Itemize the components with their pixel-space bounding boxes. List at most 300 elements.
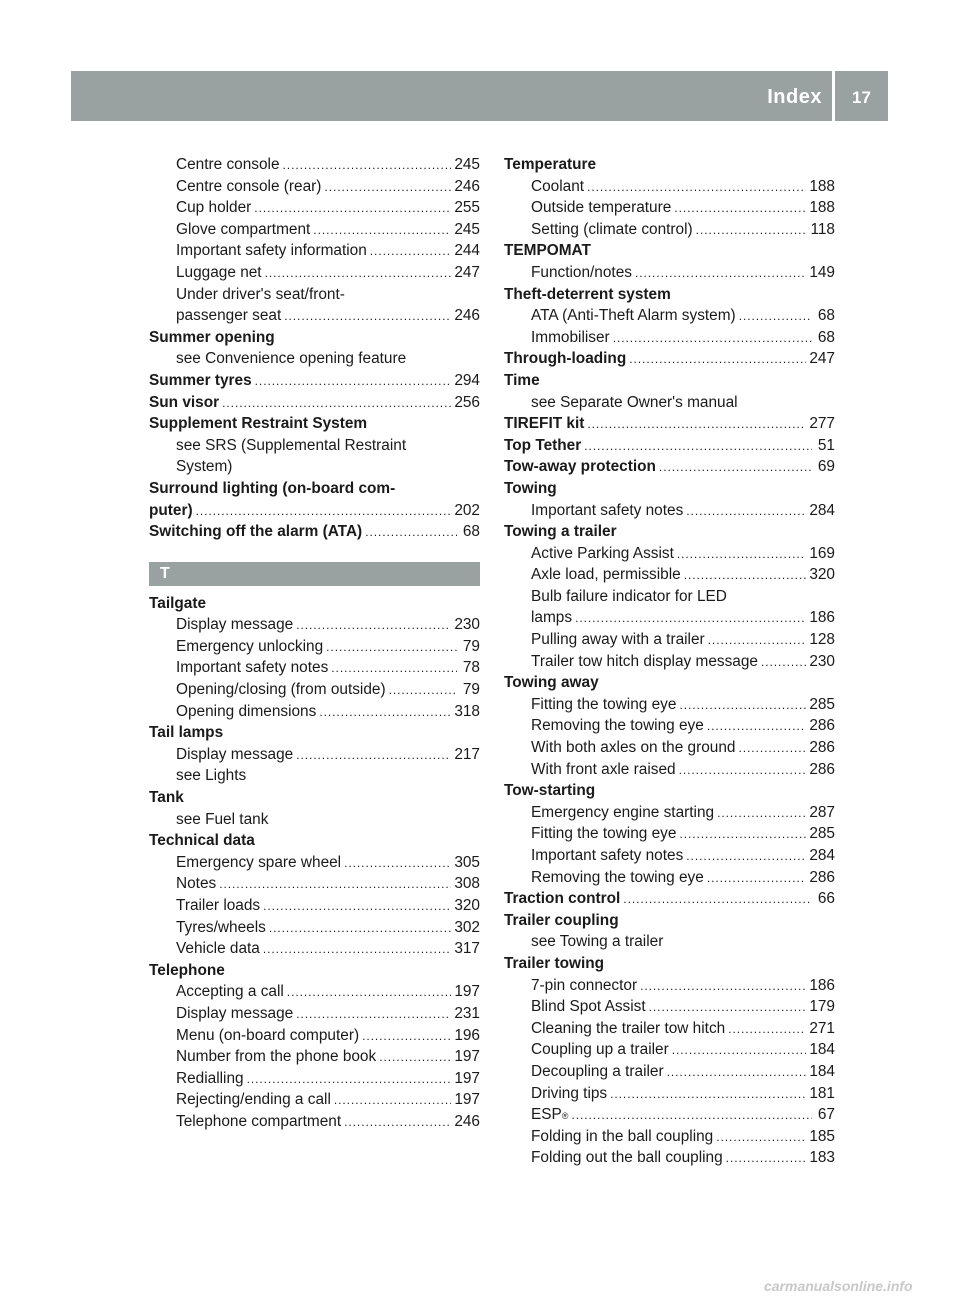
index-entry: [149, 392, 480, 414]
page-reference: 197: [454, 983, 480, 1001]
entry-text: Towing a trailer: [504, 523, 617, 541]
page-reference: 188: [809, 177, 835, 195]
dot-leader: [254, 198, 451, 220]
page-reference: 184: [809, 1062, 835, 1080]
entry-text: Decoupling a trailer: [531, 1062, 664, 1080]
dot-leader: [324, 177, 451, 199]
dot-leader: [334, 1090, 451, 1112]
entry-text: ATA (Anti-Theft Alarm system): [531, 307, 736, 325]
index-entry: [504, 435, 835, 457]
page-reference: 286: [809, 717, 835, 735]
dot-leader: [389, 680, 457, 702]
entry-text: Cleaning the trailer tow hitch: [531, 1019, 726, 1037]
entry-text: Tyres/wheels: [176, 918, 266, 936]
index-subentry: [504, 802, 835, 824]
entry-text: Towing away: [504, 674, 599, 692]
entry-text: Summer opening: [149, 328, 275, 346]
entry-text: Tailgate: [149, 594, 207, 612]
page-reference: 305: [454, 853, 480, 871]
index-subentry: [504, 996, 835, 1018]
dot-leader: [667, 1062, 807, 1084]
entry-text: TEMPOMAT: [504, 242, 591, 260]
entry-text: Towing: [504, 479, 557, 497]
page-reference: 247: [454, 263, 480, 281]
page-reference: 246: [454, 307, 480, 325]
entry-text: Important safety notes: [531, 847, 684, 864]
index-entry: [504, 348, 835, 370]
entry-text: see Convenience opening feature: [176, 350, 407, 368]
page-reference: 179: [809, 998, 835, 1016]
entry-text: Display message: [176, 1004, 294, 1022]
entry-text: Menu (on-board computer): [176, 1026, 360, 1044]
entry-text: Opening dimensions: [176, 702, 317, 720]
entry-text: Emergency unlocking: [176, 637, 324, 655]
index-subentry: [504, 867, 835, 889]
dot-leader: [686, 501, 806, 523]
entry-text: Function/notes: [531, 263, 632, 281]
index-list-left-top: [149, 154, 480, 543]
page-reference: 68: [462, 523, 480, 541]
dot-leader: [708, 630, 807, 652]
entry-text: Telephone compartment: [176, 1112, 342, 1130]
dot-leader: [284, 306, 451, 328]
index-subentry: [504, 975, 835, 997]
entry-text: Traction control: [504, 890, 621, 908]
entry-text: System): [176, 458, 233, 476]
index-subentry: [504, 1147, 835, 1169]
dot-leader: [679, 824, 806, 846]
page-reference: 244: [454, 242, 480, 260]
page-reference: 245: [454, 220, 480, 238]
dot-leader: [571, 1105, 812, 1127]
index-subentry: [504, 629, 835, 651]
entry-text: Supplement Restraint System: [149, 415, 368, 433]
dot-leader: [739, 306, 812, 328]
page-reference: 186: [809, 976, 835, 994]
index-subentry: [149, 744, 480, 766]
index-subentry: [149, 873, 480, 895]
entry-text: see Separate Owner's manual: [531, 393, 738, 411]
index-subentry: [504, 586, 835, 608]
entry-text: see Lights: [176, 767, 247, 785]
index-entry: [504, 780, 835, 802]
dot-leader: [717, 803, 806, 825]
dot-leader: [263, 939, 451, 961]
page-reference: 247: [809, 350, 835, 368]
page-title: Index: [767, 86, 822, 108]
page-reference: 197: [454, 1069, 480, 1087]
dot-leader: [707, 716, 806, 738]
page-reference: 118: [810, 220, 835, 238]
index-entry: [504, 521, 835, 543]
dot-leader: [684, 565, 807, 587]
section-letter-bar: T: [149, 562, 480, 586]
entry-text: lamps: [531, 609, 573, 627]
page-reference: 231: [454, 1004, 480, 1022]
index-subentry: [504, 931, 835, 953]
entry-text: Luggage net: [176, 263, 262, 281]
index-subentry: [504, 694, 835, 716]
page-reference: 184: [809, 1041, 835, 1059]
dot-leader: [629, 349, 806, 371]
index-subentry: [504, 737, 835, 759]
entry-text: Through-loading: [504, 350, 627, 368]
entry-text: 7-pin connector: [531, 976, 638, 994]
index-subentry: [149, 1111, 480, 1133]
entry-text: Technical data: [149, 832, 255, 850]
entry-text: Rejecting/ending a call: [176, 1091, 331, 1109]
index-subentry: [149, 765, 480, 787]
dot-leader: [659, 457, 812, 479]
entry-text: Blind Spot Assist: [531, 998, 646, 1016]
index-subentry: [504, 543, 835, 565]
entry-text: Setting (climate control): [531, 220, 693, 238]
entry-text: With both axles on the ground: [531, 739, 736, 757]
entry-text: Redialling: [176, 1069, 244, 1087]
dot-leader: [679, 760, 807, 782]
dot-leader: [283, 155, 452, 177]
index-subentry: [504, 607, 835, 629]
entry-text: Time: [504, 371, 540, 389]
index-entry: [504, 910, 835, 932]
index-subentry: [504, 219, 835, 241]
entry-text: Pulling away with a trailer: [531, 631, 705, 649]
index-entry: [149, 593, 480, 615]
entry-text: Emergency spare wheel: [176, 853, 342, 871]
index-entry: [149, 521, 480, 543]
entry-text: Under driver's seat/front-: [176, 285, 345, 303]
entry-text: see SRS (Supplemental Restraint: [176, 436, 407, 454]
index-subentry: [149, 1025, 480, 1047]
dot-leader: [679, 695, 806, 717]
page-reference: 197: [454, 1048, 480, 1066]
dot-leader: [707, 868, 806, 890]
page-reference: 284: [809, 501, 835, 519]
dot-leader: [269, 918, 452, 940]
index-subentry: [149, 284, 480, 306]
entry-text: Display message: [176, 745, 294, 763]
entry-text: Driving tips: [531, 1084, 608, 1102]
page-reference: 246: [454, 1112, 480, 1130]
dot-leader: [344, 853, 451, 875]
dot-leader: [265, 263, 452, 285]
page-reference: 196: [454, 1026, 480, 1044]
entry-text: see Towing a trailer: [531, 933, 664, 951]
index-column-left: [149, 154, 480, 1133]
entry-text: Theft-deterrent system: [504, 285, 671, 303]
index-subentry: [149, 197, 480, 219]
index-entry: [149, 327, 480, 349]
page-reference: 128: [809, 631, 835, 649]
entry-text: Top Tether: [504, 436, 582, 454]
watermark: carmanualsonline.info: [764, 1278, 913, 1294]
index-entry: [504, 284, 835, 306]
entry-text: Trailer coupling: [504, 911, 619, 929]
entry-text: Tow-starting: [504, 782, 596, 800]
dot-leader: [313, 220, 451, 242]
page-reference: 308: [454, 875, 480, 893]
page-reference: 294: [454, 371, 480, 389]
page-reference: 246: [454, 177, 480, 195]
entry-text: Accepting a call: [176, 983, 284, 1001]
dot-leader: [728, 1019, 806, 1041]
page-reference: 245: [454, 156, 480, 173]
page-reference: 318: [454, 702, 480, 720]
entry-text: Number from the phone book: [176, 1048, 377, 1066]
entry-text: Fitting the towing eye: [531, 825, 677, 843]
entry-text: With front axle raised: [531, 760, 676, 778]
page-reference: 79: [462, 637, 480, 655]
entry-text: Folding out the ball coupling: [531, 1149, 723, 1167]
page-reference: 320: [809, 566, 835, 584]
page-reference: 284: [809, 847, 835, 864]
index-subentry: [149, 938, 480, 960]
dot-leader: [326, 637, 457, 659]
entry-text: ESP: [531, 1106, 562, 1124]
index-subentry: [149, 701, 480, 723]
dot-leader: [331, 658, 457, 680]
entry-text: Emergency engine starting: [531, 803, 715, 821]
dot-leader: [587, 177, 806, 199]
index-subentry: [149, 262, 480, 284]
dot-leader: [674, 198, 806, 220]
index-subentry: [504, 176, 835, 198]
page-reference: 186: [809, 609, 835, 627]
index-subentry: ESP ® . . . 67: [504, 1104, 835, 1126]
dot-leader: [296, 1004, 451, 1026]
entry-text: Centre console (rear): [176, 177, 322, 195]
entry-text: Temperature: [504, 156, 597, 173]
dot-leader: [761, 652, 806, 674]
dot-leader: [365, 522, 457, 544]
entry-text: Removing the towing eye: [531, 868, 704, 886]
page-reference: 320: [454, 897, 480, 914]
index-subentry: [149, 636, 480, 658]
entry-text: Opening/closing (from outside): [176, 681, 386, 699]
index-subentry: [504, 500, 835, 522]
page-reference: 67: [817, 1106, 835, 1124]
index-subentry: [504, 305, 835, 327]
page-reference: 230: [454, 616, 480, 634]
page-reference: 217: [454, 745, 480, 763]
dot-leader: [610, 1084, 806, 1106]
dot-leader: [640, 976, 806, 998]
dot-leader: [296, 745, 451, 767]
index-entry: [504, 240, 835, 262]
page-reference: 285: [809, 695, 835, 713]
entry-text: Display message: [176, 616, 294, 634]
dot-leader: [362, 1026, 451, 1048]
page-reference: 256: [454, 393, 480, 411]
entry-text: Immobiliser: [531, 328, 610, 346]
entry-text: puter): [149, 501, 193, 519]
index-subentry: [149, 981, 480, 1003]
index-subentry: [504, 392, 835, 414]
index-subentry: [149, 1003, 480, 1025]
page-reference: 286: [809, 760, 835, 778]
index-subentry: [504, 1126, 835, 1148]
index-subentry: [149, 1068, 480, 1090]
dot-leader: [686, 846, 806, 868]
index-subentry: [504, 1039, 835, 1061]
entry-text: Telephone: [149, 961, 225, 979]
dot-leader: [344, 1112, 451, 1134]
index-subentry: [149, 456, 480, 478]
index-entry: [149, 500, 480, 522]
index-subentry: [149, 917, 480, 939]
index-subentry: [149, 305, 480, 327]
page-reference: 317: [454, 940, 480, 958]
dot-leader: [623, 889, 812, 911]
entry-text: Fitting the towing eye: [531, 695, 677, 713]
dot-leader: [716, 1127, 806, 1149]
index-entry: [504, 953, 835, 975]
dot-leader: [296, 615, 451, 637]
index-entry: [504, 672, 835, 694]
page-reference: 51: [817, 436, 835, 454]
dot-leader: [696, 220, 808, 242]
index-subentry: [149, 1046, 480, 1068]
dot-leader: [255, 371, 452, 393]
index-subentry: [504, 759, 835, 781]
page-reference: 202: [454, 501, 480, 519]
entry-text: see Fuel tank: [176, 810, 269, 828]
index-subentry: [149, 614, 480, 636]
index-subentry: [504, 1083, 835, 1105]
entry-text: Tail lamps: [149, 724, 224, 742]
dot-leader: [649, 997, 807, 1019]
index-list-left-bottom: [149, 593, 480, 1133]
index-subentry: [504, 715, 835, 737]
index-entry: [504, 154, 835, 176]
index-subentry: [504, 564, 835, 586]
dot-leader: [196, 501, 452, 523]
index-entry: [504, 413, 835, 435]
index-entry: [149, 787, 480, 809]
index-subentry: [149, 348, 480, 370]
index-subentry: [149, 435, 480, 457]
dot-leader: [287, 982, 452, 1004]
page-reference: 285: [809, 825, 835, 843]
dot-leader: [219, 874, 451, 896]
index-subentry: [149, 852, 480, 874]
dot-leader: [584, 436, 812, 458]
index-subentry: [149, 809, 480, 831]
page-reference: 78: [462, 659, 480, 677]
index-subentry: [504, 1061, 835, 1083]
dot-leader: [726, 1148, 807, 1170]
index-entry: [149, 722, 480, 744]
entry-text: Surround lighting (on-board com-: [149, 479, 396, 497]
dot-leader: [677, 544, 806, 566]
page-reference: 287: [809, 803, 835, 821]
index-subentry: [149, 154, 480, 176]
dot-leader: [370, 241, 452, 263]
dot-leader: [587, 414, 806, 436]
index-subentry: [149, 240, 480, 262]
index-subentry: [149, 219, 480, 241]
dot-leader: [635, 263, 806, 285]
index-subentry: [504, 197, 835, 219]
index-subentry: [149, 895, 480, 917]
entry-text: Important safety notes: [176, 659, 329, 677]
dot-leader: [379, 1047, 451, 1069]
page-reference: 183: [809, 1149, 835, 1167]
page-reference: 230: [809, 652, 835, 670]
page-reference: 302: [454, 918, 480, 936]
dot-leader: [263, 896, 451, 918]
page-reference: 68: [817, 328, 835, 346]
page-reference: 149: [809, 263, 835, 281]
entry-text: Sun visor: [149, 393, 220, 411]
entry-text: Vehicle data: [176, 940, 260, 958]
dot-leader: [575, 608, 806, 630]
index-subentry: [504, 651, 835, 673]
index-entry: [149, 830, 480, 852]
entry-text: Active Parking Assist: [531, 544, 674, 562]
entry-text: Trailer loads: [176, 897, 261, 914]
index-entry: [149, 370, 480, 392]
index-subentry: [504, 845, 835, 867]
entry-text: Trailer towing: [504, 954, 605, 972]
entry-text: Coolant: [531, 177, 585, 195]
page-reference: 66: [817, 890, 835, 908]
dot-leader: [247, 1069, 452, 1091]
index-subentry: [149, 657, 480, 679]
page-reference: 69: [817, 458, 835, 476]
entry-text: Axle load, permissible: [531, 566, 681, 584]
index-subentry: [149, 679, 480, 701]
page-reference: 277: [809, 415, 835, 433]
entry-text: Glove compartment: [176, 220, 311, 238]
page-number: 17: [852, 88, 871, 107]
dot-leader: [613, 328, 812, 350]
entry-text: Important safety information: [176, 242, 367, 260]
index-entry: [504, 370, 835, 392]
page-reference: 79: [462, 681, 480, 699]
entry-text: Important safety notes: [531, 501, 684, 519]
index-subentry: [149, 1089, 480, 1111]
entry-text: Tank: [149, 789, 184, 807]
page-reference: 181: [809, 1084, 835, 1102]
page-reference: 197: [454, 1091, 480, 1109]
dot-leader: [738, 738, 806, 760]
index-column-right: [504, 154, 835, 1169]
entry-text: Switching off the alarm (ATA): [149, 523, 363, 541]
index-subentry: [504, 1018, 835, 1040]
entry-text: Folding in the ball coupling: [531, 1127, 714, 1145]
index-subentry: [504, 823, 835, 845]
entry-text: Outside temperature: [531, 199, 672, 217]
dot-leader: [672, 1040, 807, 1062]
entry-text: Bulb failure indicator for LED: [531, 587, 727, 605]
page-reference: 68: [817, 307, 835, 325]
page-reference: 271: [809, 1019, 835, 1037]
page-reference: 188: [809, 199, 835, 217]
index-entry: [504, 456, 835, 478]
page-reference: 286: [809, 868, 835, 886]
index-subentry: [149, 176, 480, 198]
page-reference: 255: [454, 199, 480, 217]
index-list-right: [504, 154, 835, 1169]
entry-text: Coupling up a trailer: [531, 1041, 669, 1059]
entry-text: Cup holder: [176, 199, 252, 217]
entry-text: TIREFIT kit: [504, 415, 585, 433]
entry-text: Tow-away protection: [504, 458, 656, 476]
index-subentry: [504, 262, 835, 284]
entry-text: Trailer tow hitch display message: [531, 652, 758, 670]
index-subentry: [504, 327, 835, 349]
